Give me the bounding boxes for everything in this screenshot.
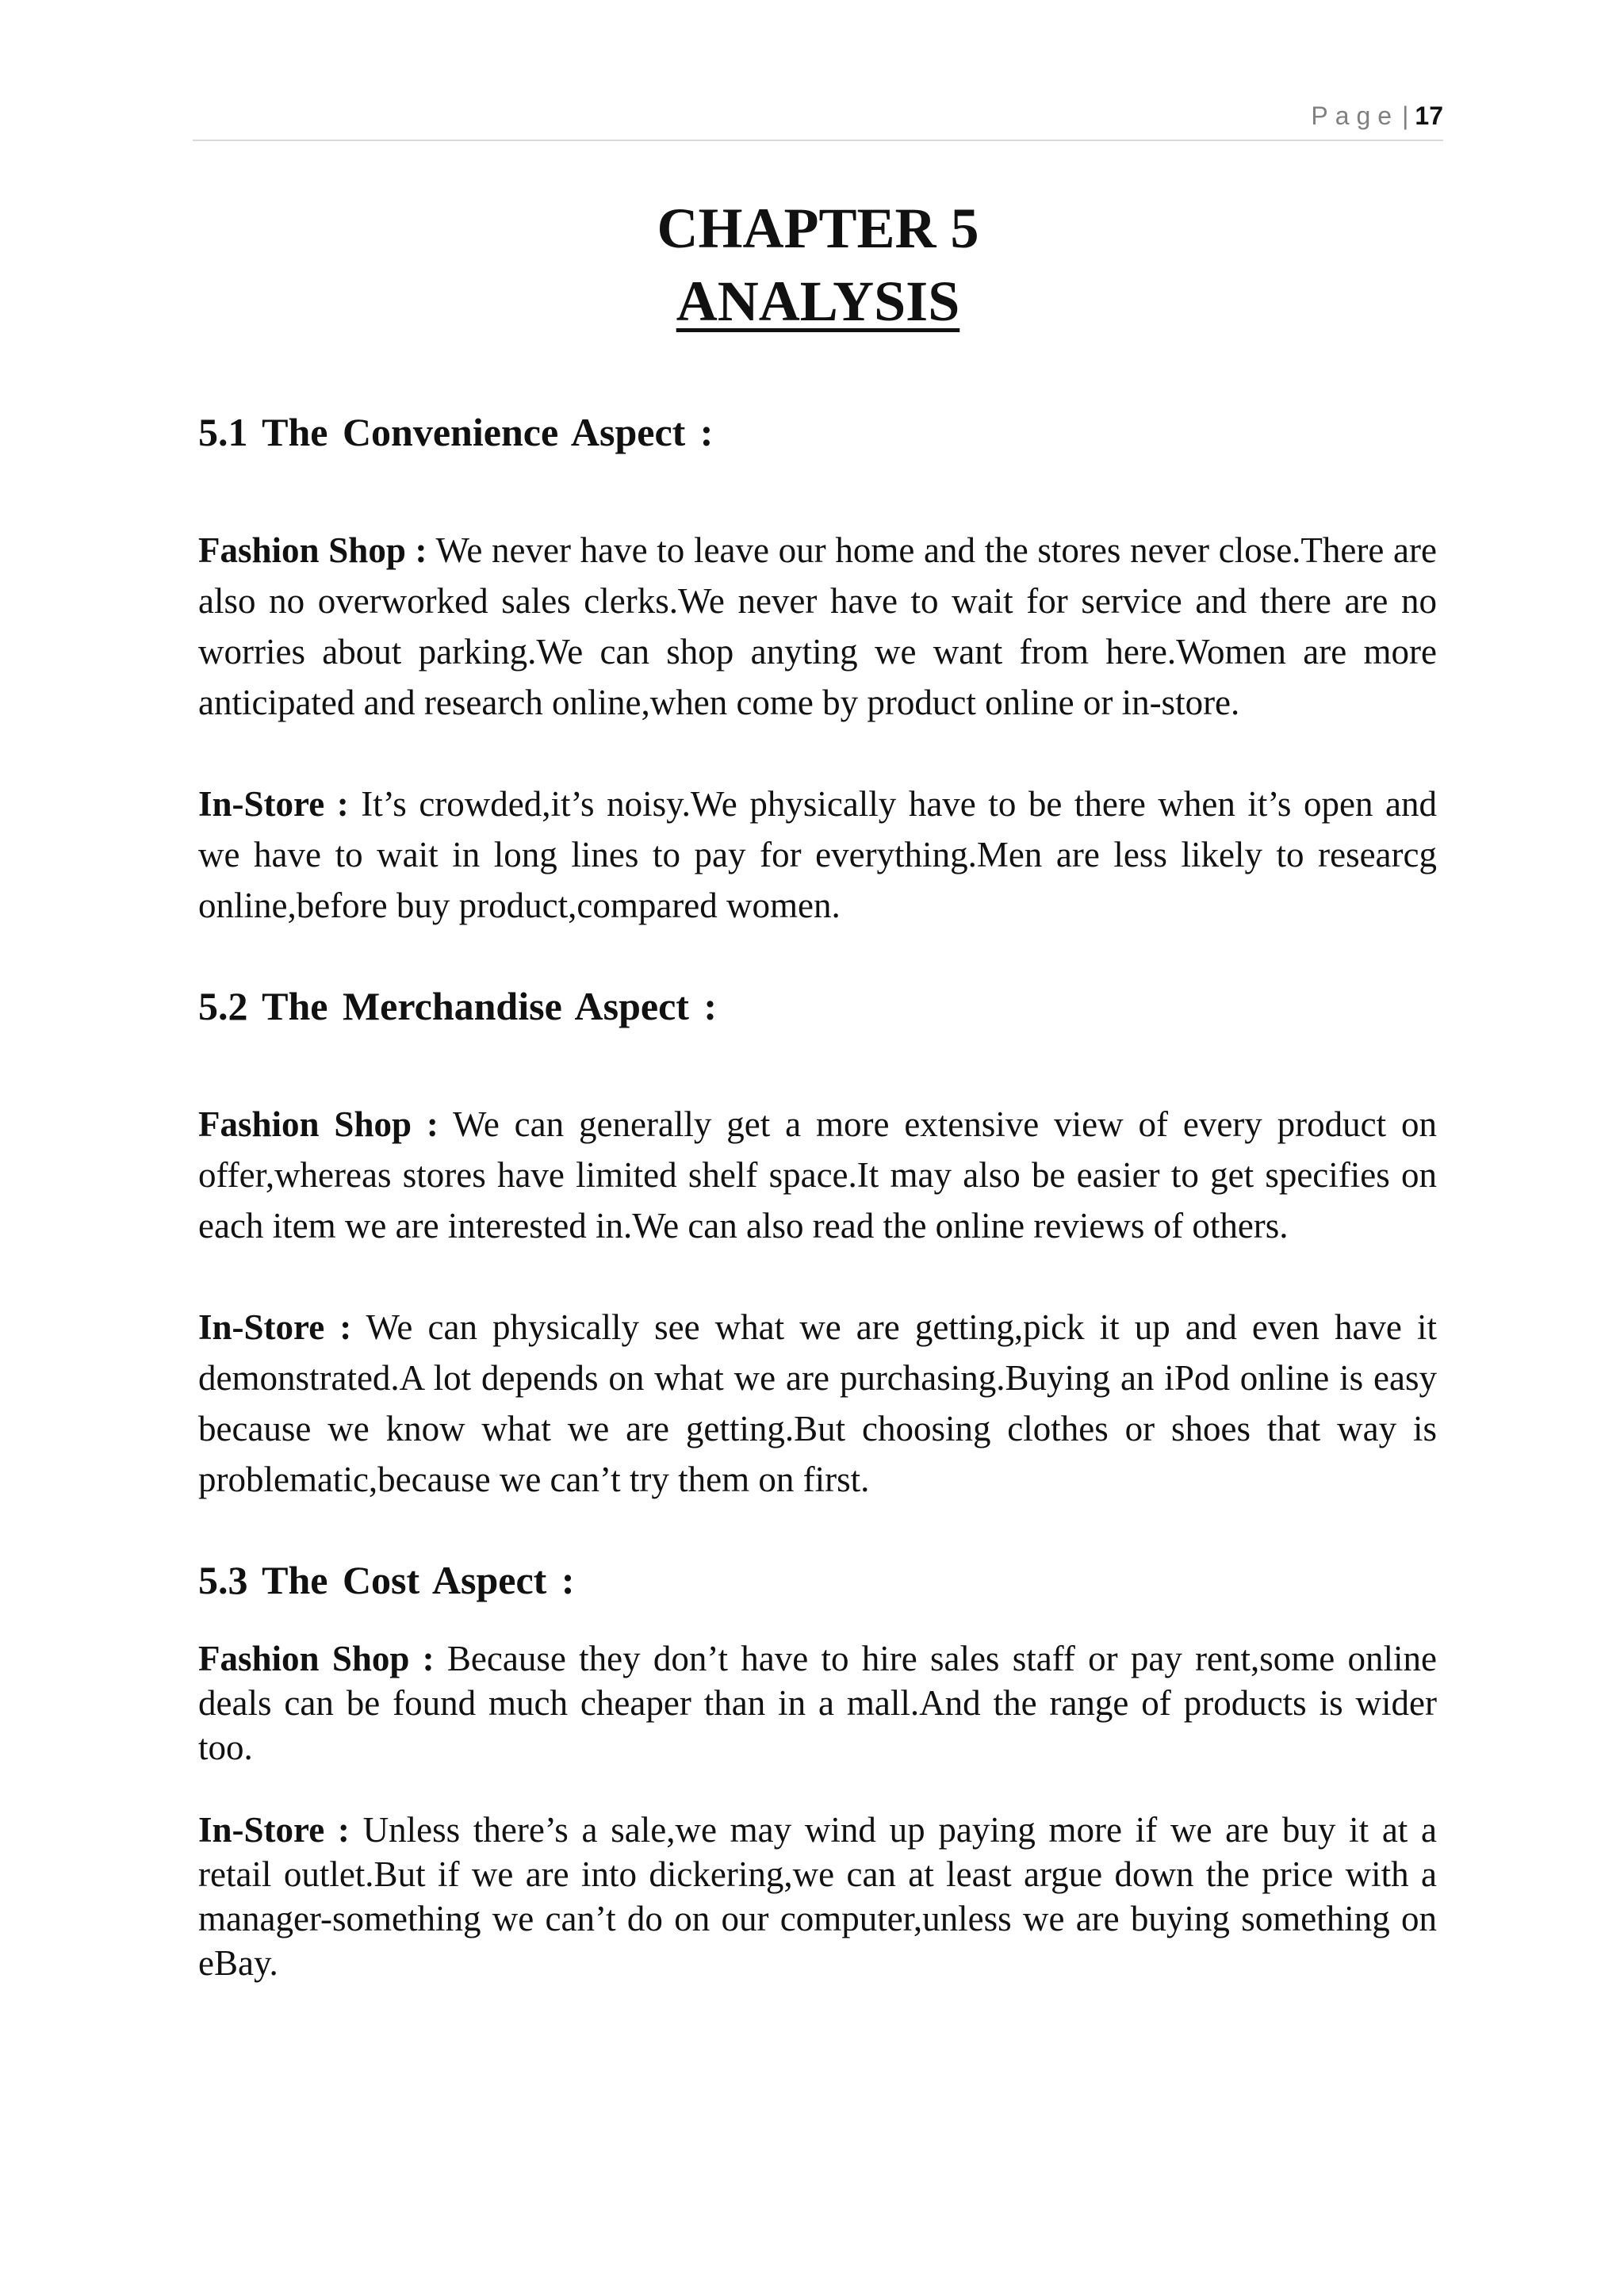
page-number <box>1311 101 1443 131</box>
page-number-value: 17 <box>1415 101 1443 130</box>
section-merchandise <box>198 986 1437 1505</box>
paragraph-text: Unless there’s a sale,we may wind up paying more if we are buy it at a retail outlet.But if we are into dickering,we can at least argue down the price with a manager-something we can’t do on our computer,unless we are buying something on eBay. <box>198 1810 1437 1983</box>
paragraph-lead: Fashion Shop : <box>198 1639 435 1678</box>
paragraph-fashion-shop <box>198 1099 1437 1251</box>
paragraph-text: It’s crowded,it’s noisy.We physically have to be there when it’s open and we have to wait in long lines to pay for everything.Men are less likely to researcg online,before buy product,compared women. <box>198 784 1437 925</box>
paragraph-text: Because they don’t have to hire sales staff or pay rent,some online deals can be found much cheaper than in a mall.And the range of products is wider too. <box>198 1639 1438 1767</box>
page-header <box>193 94 1443 141</box>
paragraph-text: We can generally get a more extensive view of every product on offer,whereas stores have limited shelf space.It may also be easier to get specifies on each item we are interested in.We can also read the online reviews of others. <box>198 1104 1438 1246</box>
page-label: Page <box>1311 101 1400 130</box>
section-heading: 5.3 The Cost Aspect : <box>198 1558 575 1602</box>
paragraph-lead: Fashion Shop : <box>198 1104 439 1144</box>
paragraph-fashion-shop <box>198 1636 1437 1770</box>
paragraph-in-store <box>198 1808 1437 1985</box>
paragraph-lead: In-Store : <box>198 1307 352 1347</box>
section-heading: 5.2 The Merchandise Aspect : <box>198 984 718 1028</box>
chapter-subtitle: ANALYSIS <box>676 270 960 333</box>
page-separator: | <box>1402 101 1409 130</box>
paragraph-lead: Fashion Shop : <box>198 530 427 570</box>
paragraph-text: We never have to leave our home and the stores never close.There are also no overworked sales clerks.We never have to wait for service and there are no worries about parking.We can shop anyting we want from here.Women are more anticipated and research online,when come by product online or in-store. <box>198 530 1437 722</box>
section-cost <box>198 1560 1437 1985</box>
chapter-title: CHAPTER 5 <box>657 197 979 260</box>
section-convenience <box>198 412 1437 931</box>
paragraph-fashion-shop <box>198 525 1437 728</box>
section-heading: 5.1 The Convenience Aspect : <box>198 410 714 454</box>
paragraph-text: We can physically see what we are getting,pick it up and even have it demonstrated.A lot depends on what we are purchasing.Buying an iPod online is easy because we know what we are getting.But choosing clothes or shoes that way is problematic,because we can’t try them on first. <box>198 1307 1438 1499</box>
document-body <box>198 412 1437 1985</box>
paragraph-in-store <box>198 779 1437 931</box>
paragraph-lead: In-Store : <box>198 784 349 824</box>
paragraph-in-store <box>198 1302 1437 1505</box>
paragraph-lead: In-Store : <box>198 1810 350 1850</box>
